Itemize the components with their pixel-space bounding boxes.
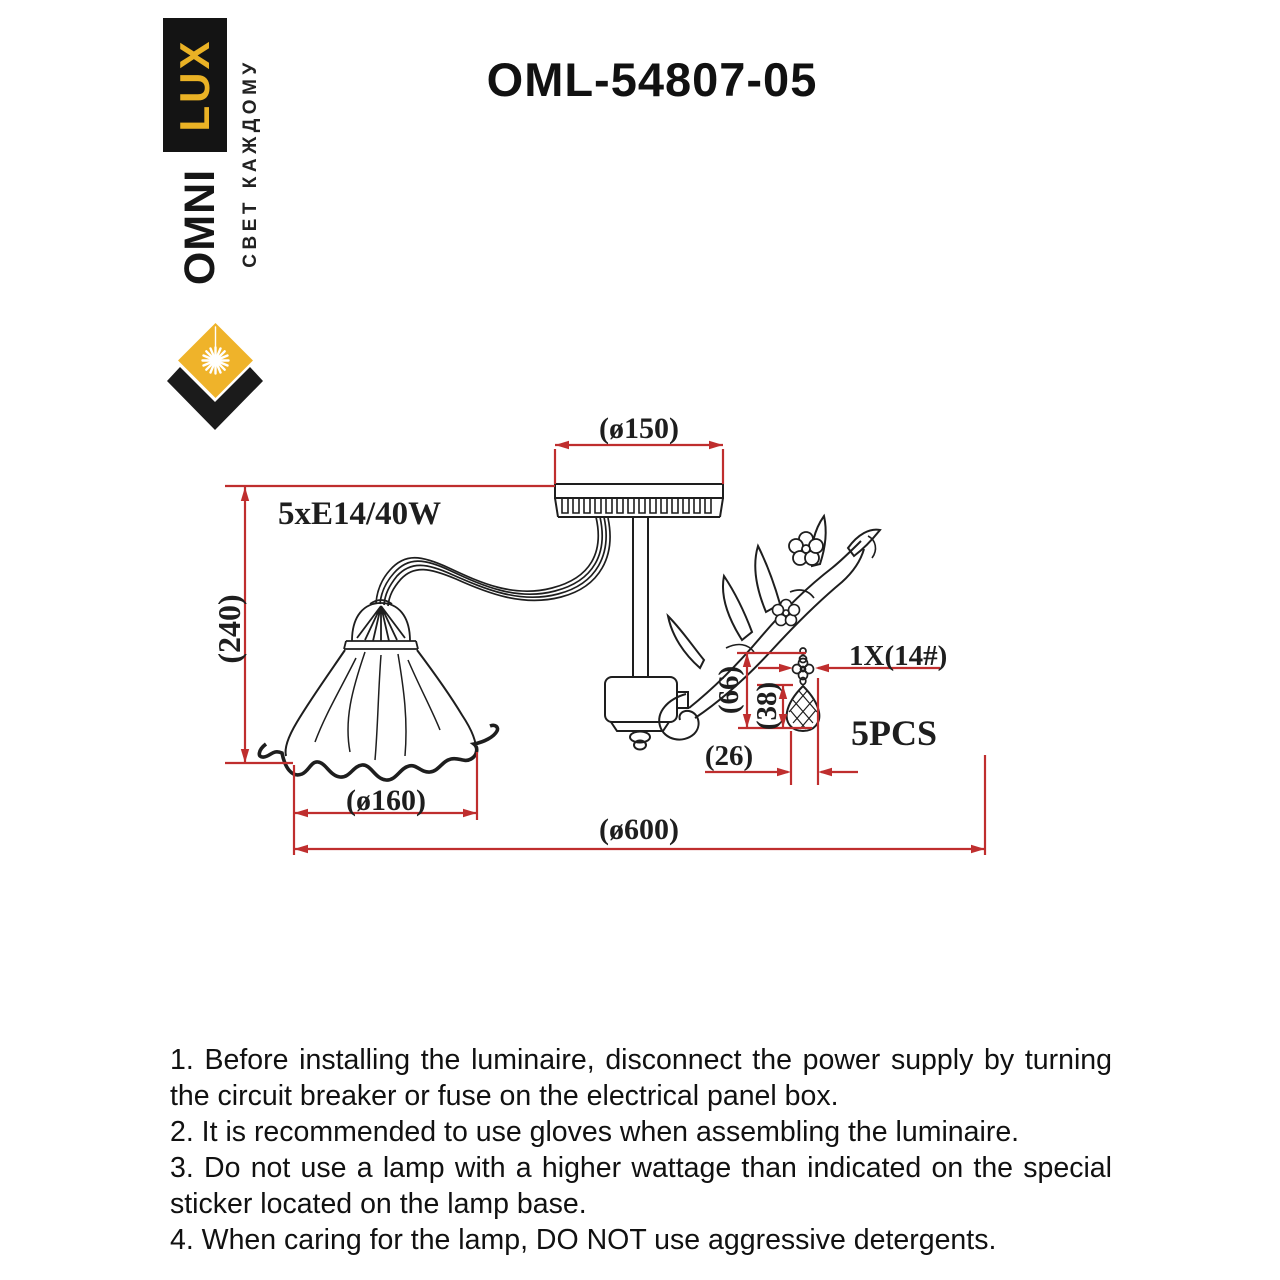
brand-name-lux: LUX (171, 38, 218, 132)
label-pieces-count: 5PCS (851, 713, 938, 753)
label-crystal-width: (26) (704, 740, 754, 772)
glass-shade (259, 650, 497, 780)
crystal-pendant (787, 648, 820, 731)
ceiling-canopy (555, 484, 723, 517)
instruction-item-1: 1. Before installing the luminaire, disconnect the power supply by turning the circuit breaker or fuse on the electrical panel box. (170, 1044, 1112, 1112)
label-total-diameter: (ø600) (599, 813, 679, 846)
label-canopy-diameter: (ø150) (599, 412, 679, 445)
instruction-item-3: 3. Do not use a lamp with a higher wattage than indicated on the special sticker located on the lamp base. (170, 1152, 1112, 1220)
instruction-item-2: 2. It is recommended to use gloves when assembling the luminaire. (170, 1116, 1020, 1148)
shade-cap (344, 600, 418, 649)
flower-lower (773, 600, 800, 626)
label-height: (240) (211, 594, 247, 664)
label-crystal-height: (38) (751, 681, 783, 731)
installation-instructions (170, 1042, 1112, 1258)
label-lamp-spec: 5xE14/40W (278, 496, 442, 532)
label-chain-spec: 1X(14#) (849, 640, 948, 672)
page-title: OML-54807-05 (486, 53, 818, 106)
brand-tagline: СВЕТ КАЖДОМУ (240, 58, 261, 268)
brand-name-omni: OMNI (176, 168, 224, 286)
instruction-item-4: 4. When caring for the lamp, DO NOT use aggressive detergents. (170, 1224, 997, 1256)
label-shade-diameter: (ø160) (346, 784, 426, 817)
flower-top (789, 532, 823, 565)
center-stem (633, 518, 648, 677)
label-pendant-height: (66) (713, 665, 745, 715)
